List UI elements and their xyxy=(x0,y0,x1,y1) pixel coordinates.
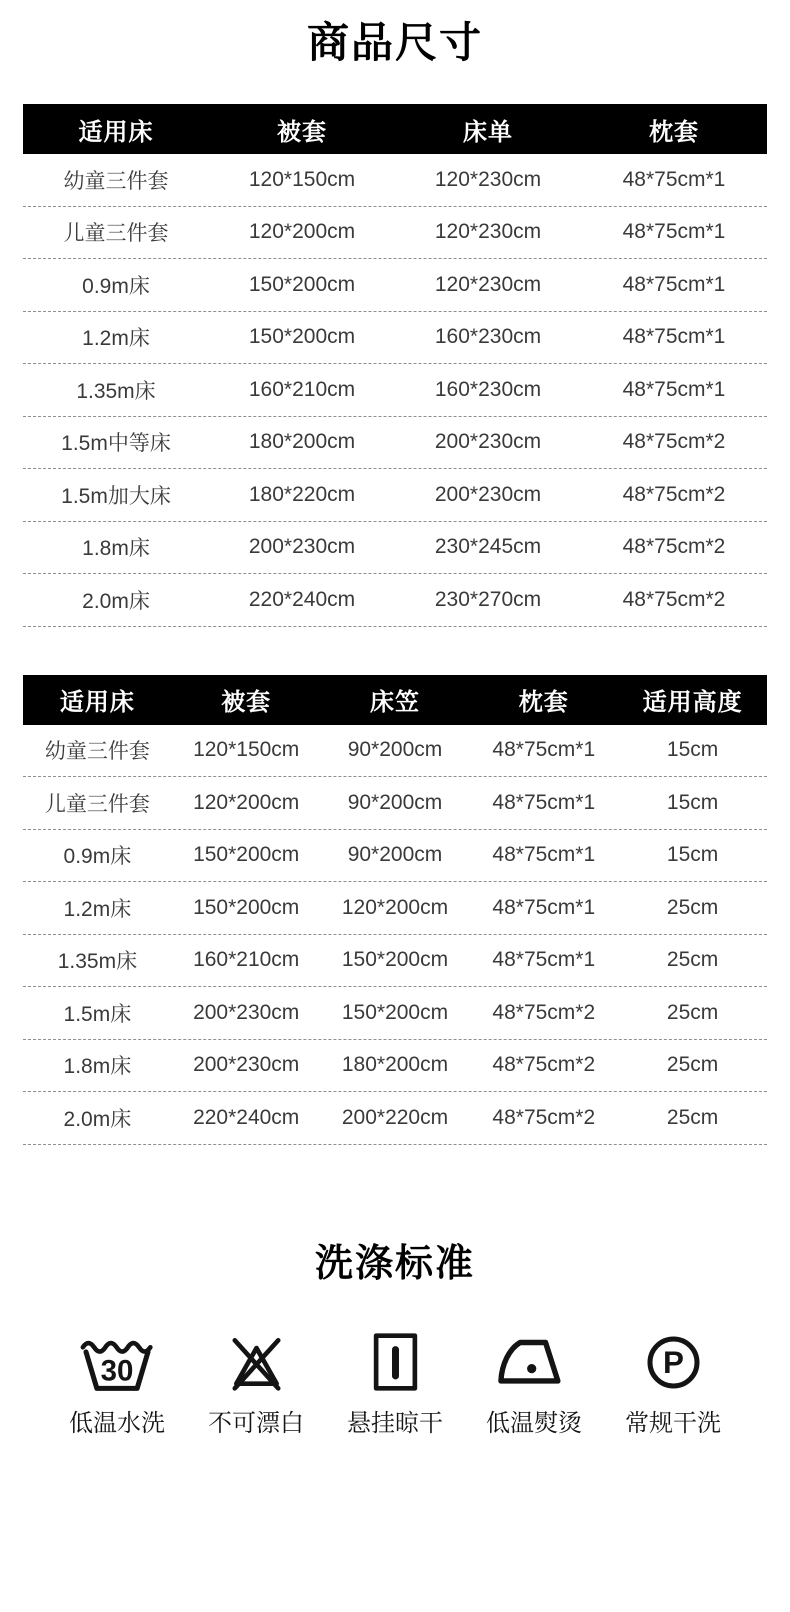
table-cell: 48*75cm*1 xyxy=(492,790,596,814)
table-cell: 230*270cm xyxy=(434,587,542,611)
table-cell: 150*200cm xyxy=(193,895,300,919)
table-cell: 2.0m床 xyxy=(63,1107,132,1131)
table-cell: 120*150cm xyxy=(193,738,300,762)
table-cell: 48*75cm*2 xyxy=(492,1000,596,1024)
table-cell: 200*230cm xyxy=(193,1000,300,1024)
table-cell: 48*75cm*1 xyxy=(622,272,726,296)
wash-care-icons-row xyxy=(0,1330,790,1438)
table-cell: 48*75cm*1 xyxy=(492,843,596,867)
column-header: 适用床 xyxy=(59,689,135,717)
table-header-row xyxy=(23,104,767,154)
table-cell: 15cm xyxy=(666,790,719,814)
table-cell: 150*200cm xyxy=(248,272,356,296)
table-cell: 1.2m床 xyxy=(63,897,132,921)
table-row xyxy=(23,574,767,627)
table-cell: 48*75cm*1 xyxy=(622,377,726,401)
table-cell: 200*230cm xyxy=(434,430,542,454)
table-cell: 200*230cm xyxy=(434,482,542,506)
wash-item-low-temp-wash xyxy=(52,1330,182,1438)
table-cell: 15cm xyxy=(666,738,719,762)
wash-item-label: 低温水洗 xyxy=(69,1410,165,1438)
table-row xyxy=(23,522,767,575)
table-cell: 160*230cm xyxy=(434,325,542,349)
size-table-sheet-set xyxy=(23,104,767,627)
table-cell: 48*75cm*2 xyxy=(622,535,726,559)
table-cell: 90*200cm xyxy=(347,843,443,867)
table-row xyxy=(23,1040,767,1093)
table-cell: 儿童三件套 xyxy=(63,222,169,246)
table-cell: 幼童三件套 xyxy=(44,740,150,764)
wash-item-label: 常规干洗 xyxy=(625,1410,721,1438)
column-header: 被套 xyxy=(277,118,327,146)
table-cell: 25cm xyxy=(666,948,719,972)
table-row xyxy=(23,935,767,988)
table-cell: 25cm xyxy=(666,895,719,919)
table-cell: 150*200cm xyxy=(248,325,356,349)
table-cell: 120*230cm xyxy=(434,167,542,191)
column-header: 枕套 xyxy=(649,118,699,146)
table-cell: 230*245cm xyxy=(434,535,542,559)
table-cell: 48*75cm*1 xyxy=(622,167,726,191)
table-cell: 48*75cm*2 xyxy=(492,1053,596,1077)
hang-dry-icon xyxy=(372,1330,419,1394)
table-cell: 1.5m加大床 xyxy=(61,484,171,508)
table-cell: 200*230cm xyxy=(193,1053,300,1077)
table-cell: 48*75cm*1 xyxy=(622,220,726,244)
table-row xyxy=(23,364,767,417)
table-cell: 200*220cm xyxy=(341,1105,449,1129)
table-cell: 48*75cm*2 xyxy=(622,482,726,506)
table-row xyxy=(23,987,767,1040)
table-body xyxy=(23,725,767,1145)
table-cell: 2.0m床 xyxy=(82,589,150,613)
table-row xyxy=(23,312,767,365)
table-cell: 1.2m床 xyxy=(82,327,150,351)
wash-item-label: 低温熨烫 xyxy=(486,1410,582,1438)
table-header-row xyxy=(23,675,767,725)
table-row xyxy=(23,882,767,935)
column-header: 床单 xyxy=(463,118,513,146)
table-cell: 120*150cm xyxy=(248,167,356,191)
column-header: 适用高度 xyxy=(642,689,743,717)
svg-text:P: P xyxy=(662,1345,684,1381)
table-cell: 120*230cm xyxy=(434,272,542,296)
table-cell: 48*75cm*1 xyxy=(622,325,726,349)
table-cell: 48*75cm*2 xyxy=(622,587,726,611)
table-cell: 150*200cm xyxy=(341,948,449,972)
wash-standard-title: 洗涤标准 xyxy=(314,1242,475,1285)
wash-item-label: 悬挂晾干 xyxy=(347,1410,443,1438)
table-cell: 1.35m床 xyxy=(76,379,156,403)
table-body xyxy=(23,154,767,627)
iron-low-icon xyxy=(494,1330,574,1394)
table-cell: 1.5m中等床 xyxy=(61,432,171,456)
column-header: 适用床 xyxy=(78,118,154,146)
column-header: 被套 xyxy=(221,689,272,717)
no-bleach-icon xyxy=(227,1330,286,1394)
table-cell: 180*200cm xyxy=(341,1053,449,1077)
table-cell: 160*230cm xyxy=(434,377,542,401)
table-cell: 1.35m床 xyxy=(57,950,138,974)
table-cell: 90*200cm xyxy=(347,738,443,762)
table-row xyxy=(23,1092,767,1145)
wash-item-hang-dry xyxy=(330,1330,460,1438)
table-cell: 15cm xyxy=(666,843,719,867)
dry-clean-icon xyxy=(645,1330,702,1394)
table-cell: 25cm xyxy=(666,1053,719,1077)
svg-text:30: 30 xyxy=(100,1354,134,1388)
wash-item-label: 不可漂白 xyxy=(208,1410,304,1438)
table-cell: 48*75cm*1 xyxy=(492,738,596,762)
table-cell: 120*200cm xyxy=(193,790,300,814)
table-cell: 48*75cm*1 xyxy=(492,948,596,972)
page-title: 商品尺寸 xyxy=(306,19,483,66)
table-cell: 48*75cm*1 xyxy=(492,895,596,919)
size-table-fitted-sheet-set xyxy=(23,675,767,1145)
table-cell: 48*75cm*2 xyxy=(622,430,726,454)
table-cell: 180*200cm xyxy=(248,430,356,454)
wash-item-dry-clean xyxy=(608,1330,738,1438)
table-cell: 180*220cm xyxy=(248,482,356,506)
table-cell: 120*200cm xyxy=(341,895,449,919)
table-cell: 0.9m床 xyxy=(82,274,150,298)
table-cell: 220*240cm xyxy=(193,1105,300,1129)
table-row xyxy=(23,259,767,312)
table-row xyxy=(23,725,767,778)
table-cell: 160*210cm xyxy=(193,948,300,972)
wash-item-iron-low xyxy=(469,1330,599,1438)
table-row xyxy=(23,830,767,883)
wash-item-no-bleach xyxy=(191,1330,321,1438)
table-row xyxy=(23,469,767,522)
column-header: 床笠 xyxy=(369,689,420,717)
column-header: 枕套 xyxy=(518,689,569,717)
table-cell: 1.5m床 xyxy=(63,1002,132,1026)
table-cell: 120*230cm xyxy=(434,220,542,244)
table-cell: 儿童三件套 xyxy=(44,792,150,816)
wash-30-icon xyxy=(78,1330,156,1394)
table-cell: 25cm xyxy=(666,1000,719,1024)
table-cell: 幼童三件套 xyxy=(63,169,169,193)
table-row xyxy=(23,207,767,260)
table-row xyxy=(23,417,767,470)
table-cell: 25cm xyxy=(666,1105,719,1129)
table-cell: 48*75cm*2 xyxy=(492,1105,596,1129)
table-cell: 150*200cm xyxy=(193,843,300,867)
table-cell: 220*240cm xyxy=(248,587,356,611)
table-row xyxy=(23,154,767,207)
table-cell: 90*200cm xyxy=(347,790,443,814)
table-row xyxy=(23,777,767,830)
table-cell: 1.8m床 xyxy=(63,1055,132,1079)
table-cell: 200*230cm xyxy=(248,535,356,559)
table-cell: 150*200cm xyxy=(341,1000,449,1024)
table-cell: 120*200cm xyxy=(248,220,356,244)
table-cell: 1.8m床 xyxy=(82,537,150,561)
table-cell: 0.9m床 xyxy=(63,845,132,869)
table-cell: 160*210cm xyxy=(248,377,356,401)
